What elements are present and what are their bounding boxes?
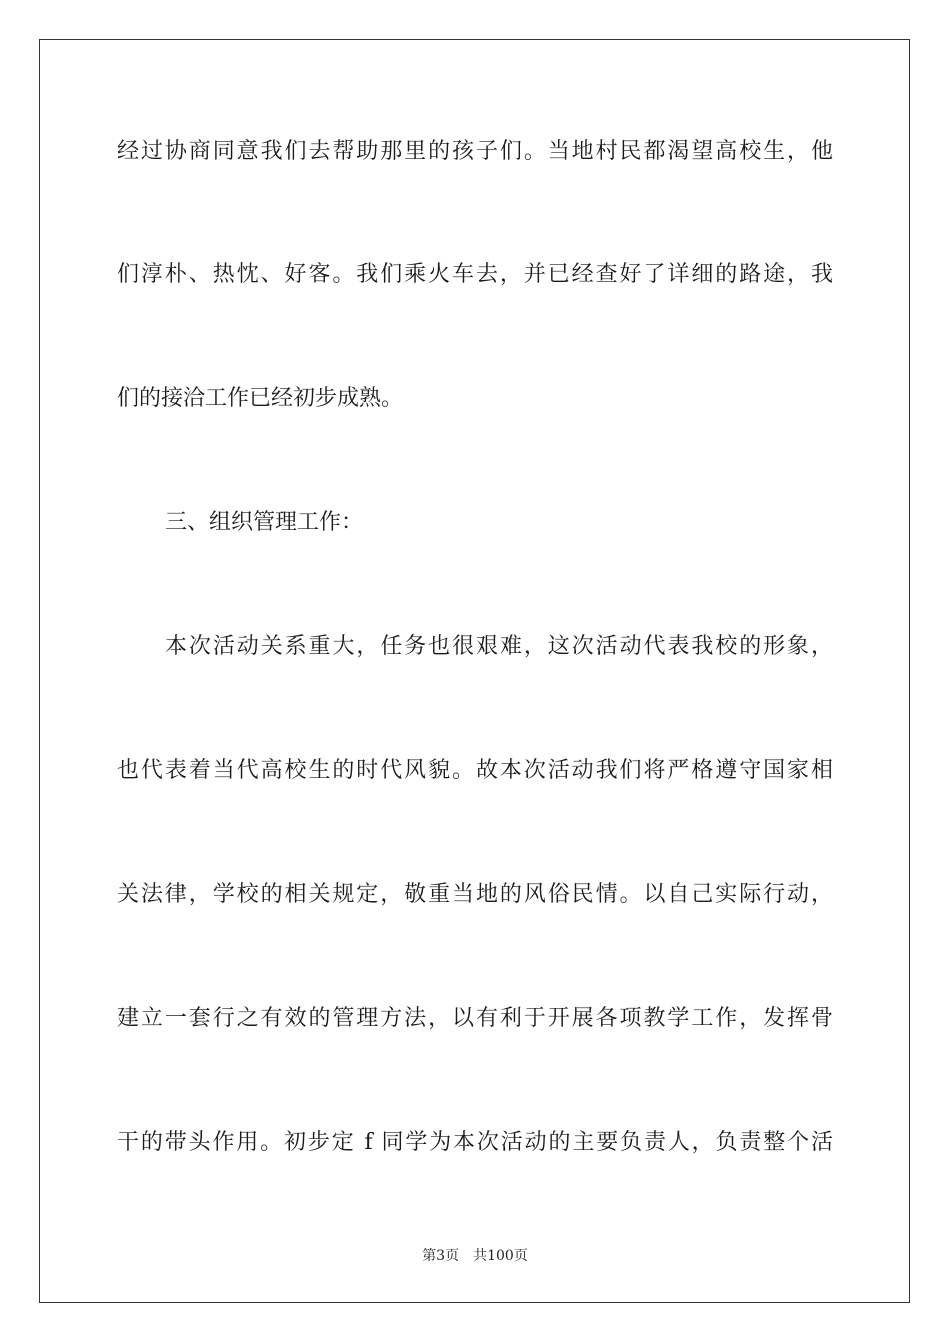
body-line-7: 关法律，学校的相关规定，敬重当地的风俗民情。以自己实际行动，	[117, 882, 833, 907]
section-heading: 三、组织管理工作：	[165, 510, 364, 535]
body-line-8: 建立一套行之有效的管理方法，以有利于开展各项教学工作，发挥骨	[117, 1006, 833, 1031]
body-line-2: 们淳朴、热忱、好客。我们乘火车去，并已经查好了详细的路途，我	[117, 262, 833, 287]
page-footer	[0, 1247, 950, 1265]
body-line-9: 干的带头作用。初步定 f 同学为本次活动的主要负责人，负责整个活	[117, 1130, 833, 1155]
body-line-3: 们的接洽工作已经初步成熟。	[117, 386, 404, 411]
body-line-1: 经过协商同意我们去帮助那里的孩子们。当地村民都渴望高校生，他	[117, 139, 833, 164]
page-border	[39, 39, 910, 1303]
page-number: 第3页	[422, 1248, 460, 1264]
body-line-6: 也代表着当代高校生的时代风貌。故本次活动我们将严格遵守国家相	[117, 758, 833, 783]
page-total: 共100页	[473, 1248, 528, 1264]
body-line-5: 本次活动关系重大，任务也很艰难，这次活动代表我校的形象，	[165, 634, 833, 659]
